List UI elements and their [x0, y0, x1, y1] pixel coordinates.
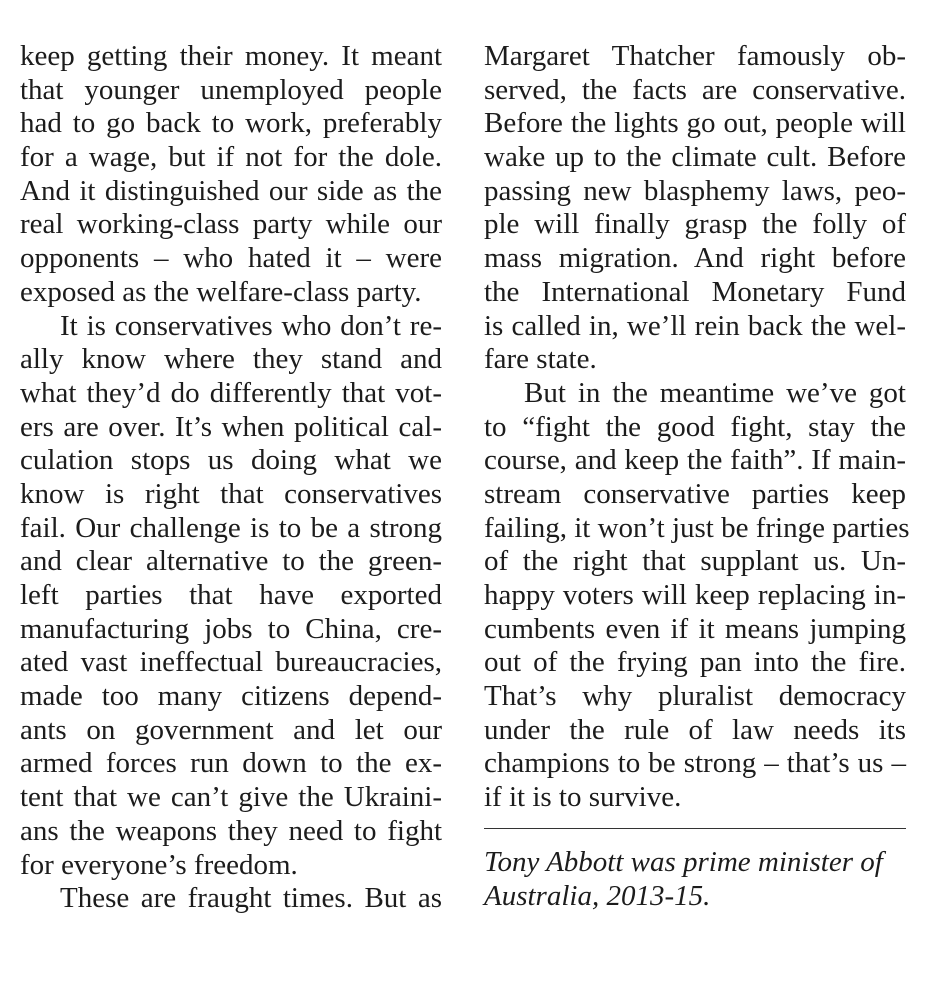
text-line: ally know where they stand and: [20, 343, 442, 376]
text-line: real working-class party while our: [20, 208, 442, 241]
text-line: opponents – who hated it – were: [20, 242, 442, 275]
text-line: passing new blasphemy laws, peo-: [484, 174, 906, 207]
divider-rule: [484, 828, 906, 829]
article-column-right: [484, 40, 910, 815]
text-line: and clear alternative to the green-: [20, 545, 442, 578]
paragraph-start-line: But in the meantime we’ve got: [524, 376, 906, 409]
text-line: had to go back to work, preferably: [20, 107, 442, 140]
text-line: exposed as the welfare-class party.: [20, 275, 422, 308]
text-line: for everyone’s freedom.: [20, 848, 298, 881]
text-line: stream conservative parties keep: [484, 477, 906, 510]
text-line: fare state.: [484, 343, 597, 376]
paragraph-start-line: These are fraught times. But as: [60, 882, 442, 915]
text-line: is called in, we’ll rein back the wel-: [484, 309, 906, 342]
text-line: that younger unemployed people: [20, 73, 442, 106]
text-line: champions to be strong – that’s us –: [484, 747, 906, 780]
text-line: ers are over. It’s when political cal-: [20, 410, 442, 443]
text-line: cumbents even if it means jumping: [484, 612, 906, 645]
text-line: of the right that supplant us. Un-: [484, 545, 906, 578]
text-line: course, and keep the faith”. If main-: [484, 444, 906, 477]
text-line: what they’d do differently that vot-: [20, 376, 442, 409]
text-line: to “fight the good fight, stay the: [484, 410, 906, 443]
text-line: And it distinguished our side as the: [20, 174, 442, 207]
author-credit: [484, 846, 914, 913]
text-line: ple will finally grasp the folly of: [484, 208, 906, 241]
text-line: armed forces run down to the ex-: [20, 747, 442, 780]
text-line: keep getting their money. It meant: [20, 40, 442, 72]
text-line: ans the weapons they need to fight: [20, 814, 442, 847]
credit-line: Tony Abbott was prime minister of: [484, 846, 883, 878]
text-line: tent that we can’t give the Ukraini-: [20, 781, 442, 814]
text-line: manufacturing jobs to China, cre-: [20, 612, 442, 645]
text-line: Before the lights go out, people will: [484, 107, 906, 140]
text-line: ants on government and let our: [20, 713, 442, 746]
text-line: know is right that conservatives: [20, 477, 442, 510]
text-line: wake up to the climate cult. Before: [484, 141, 906, 174]
text-line: ated vast ineffectual bureaucracies,: [20, 646, 442, 679]
text-line: failing, it won’t just be fringe parties: [484, 511, 910, 544]
text-line: happy voters will keep replacing in-: [484, 579, 906, 611]
text-line: Margaret Thatcher famously ob-: [484, 40, 906, 72]
text-line: culation stops us doing what we: [20, 444, 442, 477]
paragraph-start-line: It is conservatives who don’t re-: [60, 309, 442, 342]
text-line: the International Monetary Fund: [484, 275, 906, 308]
text-line: fail. Our challenge is to be a strong: [20, 511, 442, 544]
credit-line: Australia, 2013-15.: [484, 879, 711, 912]
text-line: mass migration. And right before: [484, 242, 906, 275]
text-line: out of the frying pan into the fire.: [484, 646, 906, 679]
text-line: made too many citizens depend-: [20, 680, 442, 713]
text-line: left parties that have exported: [20, 579, 442, 611]
text-line: served, the facts are conservative.: [484, 73, 906, 106]
text-line: under the rule of law needs its: [484, 713, 906, 746]
article-column-left: [20, 40, 442, 916]
text-line: That’s why pluralist democracy: [484, 680, 906, 713]
text-line: for a wage, but if not for the dole.: [20, 141, 442, 174]
text-line: if it is to survive.: [484, 781, 682, 814]
